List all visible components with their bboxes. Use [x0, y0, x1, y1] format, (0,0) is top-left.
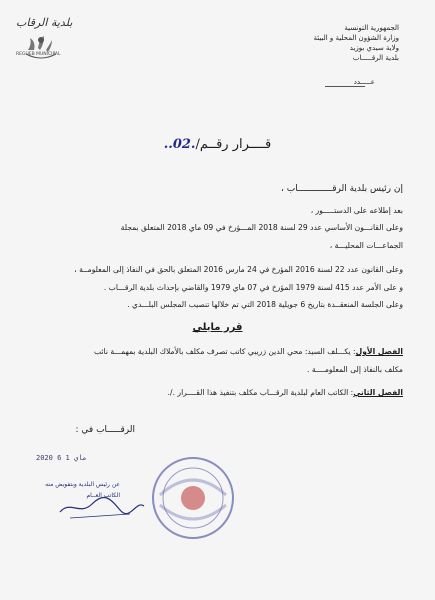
consideration-line: وعلى القانـــون الأساسي عدد 29 لسنة 2018 المـــؤرخ في 09 ماي 2018 المتعلق بمجلة	[120, 223, 403, 232]
decision-heading-row	[0, 322, 435, 333]
header-ref-line	[325, 86, 365, 87]
date-stamp: 2020 ماي 1 6	[36, 454, 87, 462]
decision-title-label: قــــرار رقــم/	[195, 137, 272, 152]
article-1-line	[94, 347, 403, 356]
header-ref-label: عـــــدد	[353, 78, 375, 86]
article-1-continuation: مكلف بالنفاذ إلى المعلومــــة .	[307, 365, 403, 374]
decision-number: .02..	[163, 137, 196, 152]
decision-title	[0, 137, 435, 152]
signature-line: الكاتب العــام	[86, 492, 120, 499]
article-2-title: الفصل الثاني	[353, 388, 403, 397]
logo-sub-text: REGUEB MUNICIPAL	[16, 52, 61, 57]
consideration-line: وعلى القانون عدد 22 لسنة 2016 المؤرخ في 24 مارس 2016 المتعلق بالحق في النفاذ إلى المعلومــة ،	[74, 265, 403, 274]
place-date-line: الرقـــــاب في :	[75, 425, 135, 435]
logo-name-text: بلدية الرقاب	[16, 16, 73, 29]
consideration-line: و على الأمر عدد 415 لسنة 1979 المؤرخ في 07 ماي 1979 والقاضي بإحداث بلدية الرقـــاب .	[103, 283, 403, 292]
header-governorate: ولاية سيدي بوزيد	[349, 44, 399, 52]
consideration-line: الجماعـــات المحليـــة ،	[329, 241, 403, 250]
article-2-line	[168, 388, 403, 397]
consideration-line: بعد إطلاعه على الدستـــــور ،	[310, 206, 403, 215]
handwritten-signature	[40, 470, 150, 530]
article-1-title: الفصل الأول	[355, 347, 403, 356]
official-stamp	[150, 455, 236, 541]
header-country: الجمهورية التونسية	[344, 24, 399, 32]
decision-heading: قرر مايلي	[192, 322, 243, 333]
signature-line: عن رئيس البلدية وبتفويض منه	[45, 481, 120, 488]
article-2-text: : الكاتب العام لبلدية الرقـــاب مكلف بتنفيذ هذا القــــرار ./.	[167, 388, 354, 397]
header-municipality: بلدية الرقـــــاب	[352, 54, 399, 62]
header-ministry: وزارة الشؤون المحلية و البيئة	[313, 34, 399, 42]
consideration-line: وعلى الجلسة المنعقــدة بتاريخ 6 جويلية 2018 التي تم خلالها تنصيب المجلس البلـــدي .	[127, 300, 403, 309]
addressee-line: إن رئيس بلدية الرقـــــــــــــاب ،	[280, 184, 403, 194]
article-1-text: : يكـــلف السيد: محي الدين زريبي كاتب تصرف مكلف بالأملاك البلدية بمهمـــة نائب	[93, 347, 356, 356]
